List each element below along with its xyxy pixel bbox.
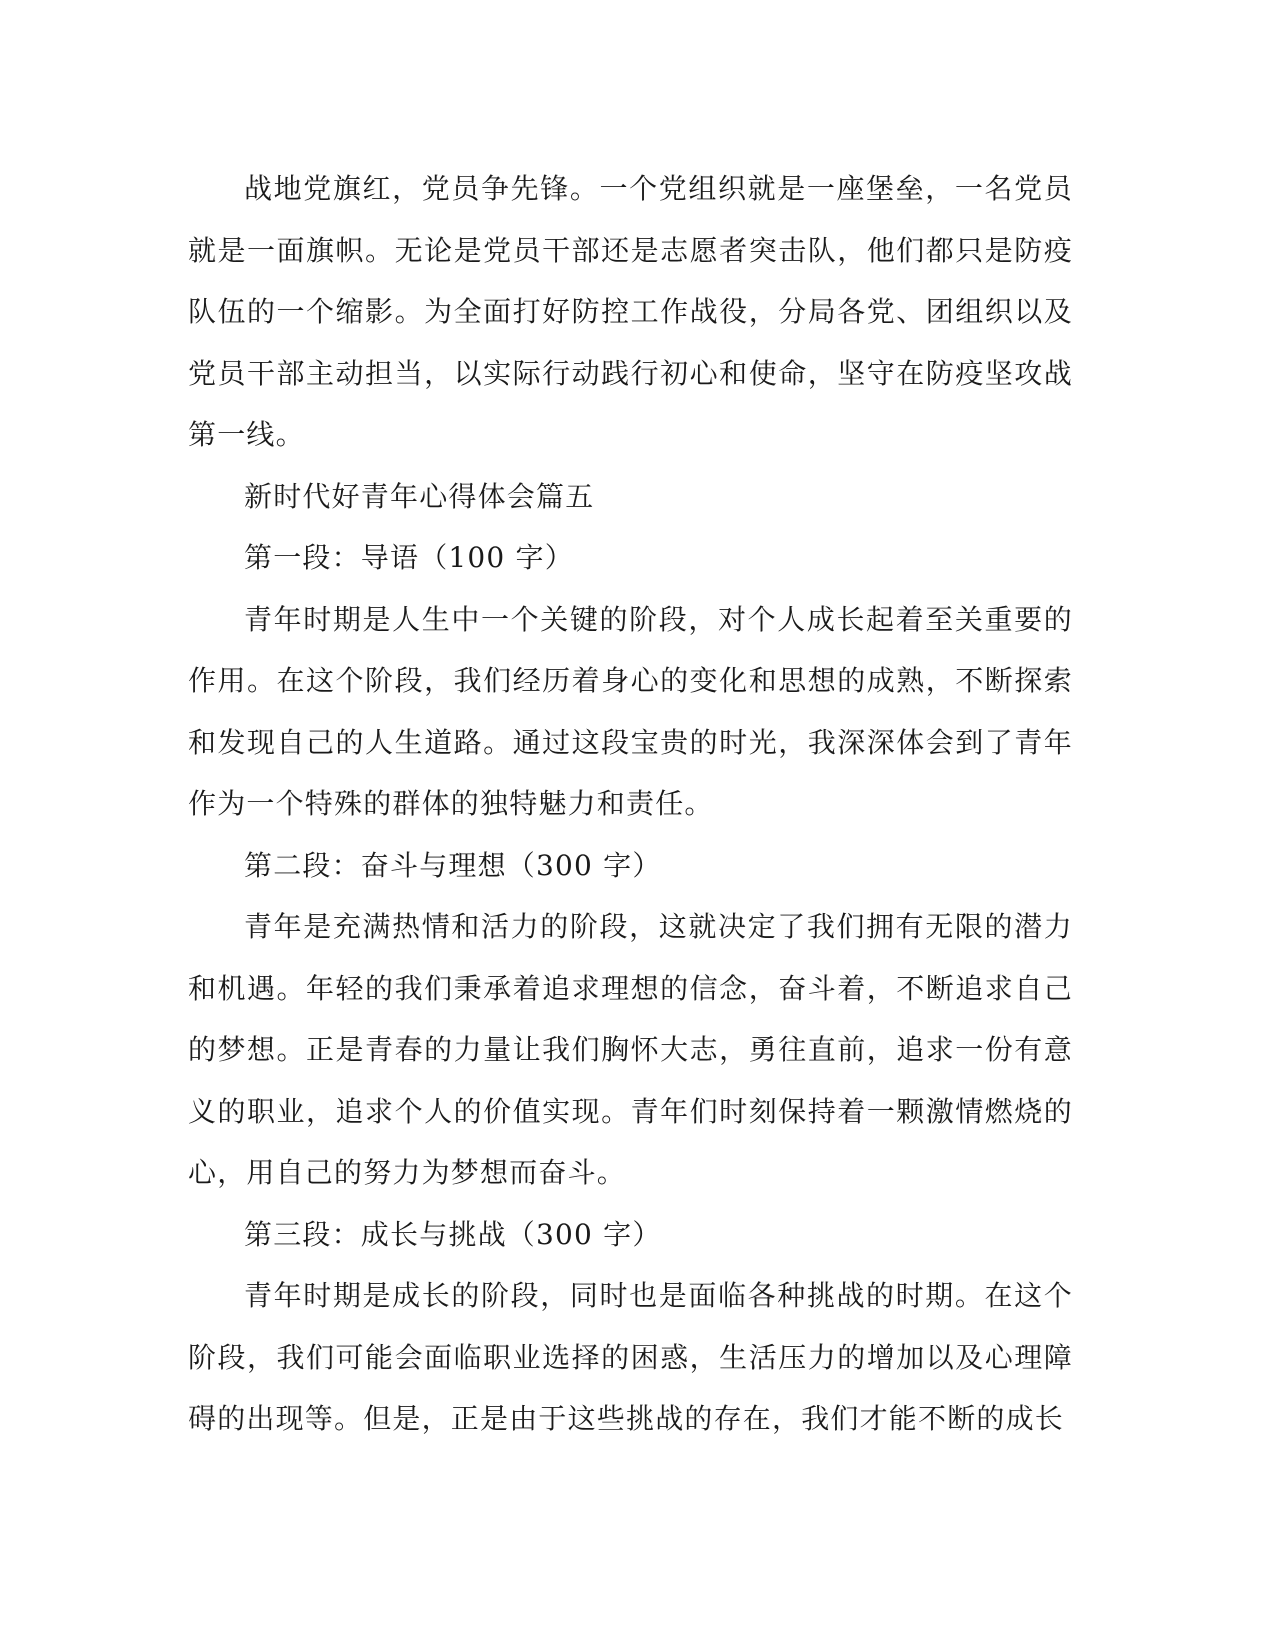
section-heading: 第二段：奋斗与理想（300 字） (244, 848, 662, 882)
body-paragraph: 青年是充满热情和活力的阶段，这就决定了我们拥有无限的潜力和机遇。年轻的我们秉承着追求理想的信念，奋斗着，不断追求自己的梦想。正是青春的力量让我们胸怀大志，勇往直前，追求一份有意义的职业，追求个人的价值实现。青年们时刻保持着一颗激情燃烧的心，用自己的努力为梦想而奋斗。 (188, 910, 1073, 1189)
body-paragraph: 青年时期是成长的阶段，同时也是面临各种挑战的时期。在这个阶段，我们可能会面临职业选择的困惑，生活压力的增加以及心理障碍的出现等。但是，正是由于这些挑战的存在，我们才能不断的成长 (188, 1279, 1073, 1435)
article-title: 新时代好青年心得体会篇五 (244, 479, 595, 513)
section-heading: 第一段：导语（100 字） (244, 541, 574, 574)
document-body (188, 158, 1073, 1450)
body-paragraph: 战地党旗红，党员争先锋。一个党组织就是一座堡垒，一名党员就是一面旗帜。无论是党员干部还是志愿者突击队，他们都只是防疫队伍的一个缩影。为全面打好防控工作战役，分局各党、团组织以及党员干部主动担当，以实际行动践行初心和使命，坚守在防疫坚攻战第一线。 (188, 172, 1073, 451)
section-heading: 第三段：成长与挑战（300 字） (244, 1217, 662, 1251)
body-paragraph: 青年时期是人生中一个关键的阶段，对个人成长起着至关重要的作用。在这个阶段，我们经历着身心的变化和思想的成熟，不断探索和发现自己的人生道路。通过这段宝贵的时光，我深深体会到了青年作为一个特殊的群体的独特魅力和责任。 (188, 602, 1073, 820)
